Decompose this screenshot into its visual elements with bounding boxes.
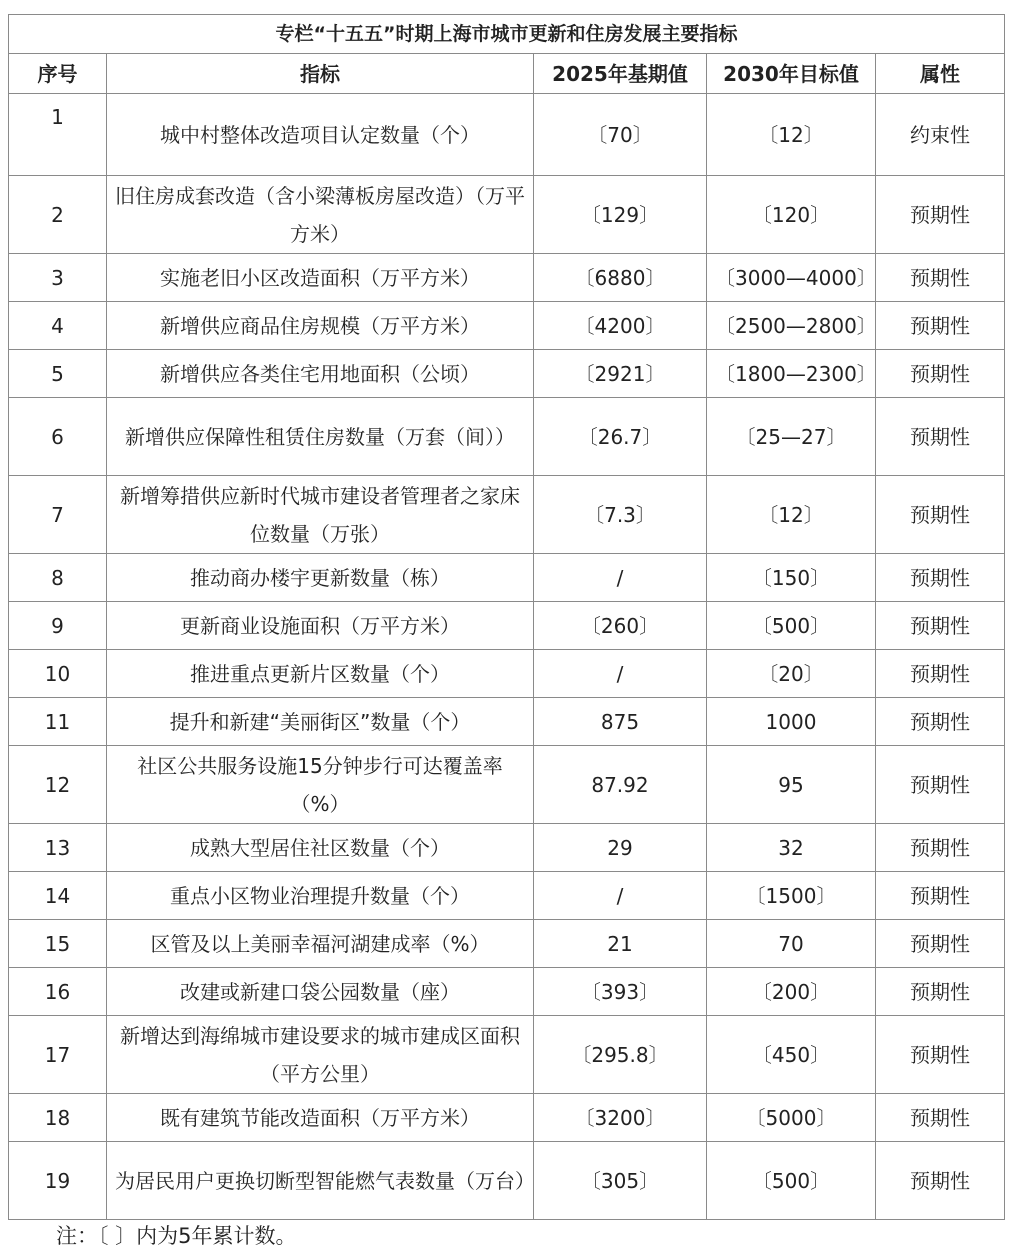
row-target-2030: 〔450〕 (707, 1016, 876, 1094)
row-indicator: 为居民用户更换切断型智能燃气表数量（万台） (107, 1142, 534, 1220)
table-row (9, 968, 1005, 1016)
row-seq: 8 (9, 554, 107, 602)
row-attribute: 预期性 (876, 650, 1005, 698)
row-target-2030: 1000 (707, 698, 876, 746)
row-seq: 2 (9, 176, 107, 254)
row-base-2025: 29 (534, 824, 707, 872)
row-target-2030: 〔200〕 (707, 968, 876, 1016)
row-attribute: 预期性 (876, 746, 1005, 824)
row-base-2025: 〔6880〕 (534, 254, 707, 302)
row-seq: 18 (9, 1094, 107, 1142)
row-attribute: 预期性 (876, 1016, 1005, 1094)
header-target-2030: 2030年目标值 (707, 54, 876, 94)
row-indicator: 新增筹措供应新时代城市建设者管理者之家床位数量（万张） (107, 476, 534, 554)
row-seq: 11 (9, 698, 107, 746)
row-attribute: 约束性 (876, 94, 1005, 176)
row-target-2030: 32 (707, 824, 876, 872)
table-row (9, 302, 1005, 350)
row-target-2030: 〔12〕 (707, 94, 876, 176)
table-row (9, 1016, 1005, 1094)
row-indicator: 推进重点更新片区数量（个） (107, 650, 534, 698)
row-seq: 1 (9, 94, 107, 176)
row-seq: 9 (9, 602, 107, 650)
indicator-table (8, 14, 1005, 1220)
table-row (9, 476, 1005, 554)
row-base-2025: 〔26.7〕 (534, 398, 707, 476)
table-row (9, 1142, 1005, 1220)
row-attribute: 预期性 (876, 824, 1005, 872)
table-title: 专栏“十五五”时期上海市城市更新和住房发展主要指标 (9, 15, 1005, 54)
row-attribute: 预期性 (876, 872, 1005, 920)
row-attribute: 预期性 (876, 1142, 1005, 1220)
row-target-2030: 〔150〕 (707, 554, 876, 602)
table-row (9, 602, 1005, 650)
table-row (9, 1094, 1005, 1142)
row-base-2025: 〔7.3〕 (534, 476, 707, 554)
row-indicator: 新增达到海绵城市建设要求的城市建成区面积（平方公里） (107, 1016, 534, 1094)
row-base-2025: 〔129〕 (534, 176, 707, 254)
row-attribute: 预期性 (876, 968, 1005, 1016)
row-attribute: 预期性 (876, 176, 1005, 254)
row-indicator: 改建或新建口袋公园数量（座） (107, 968, 534, 1016)
row-target-2030: 95 (707, 746, 876, 824)
row-indicator: 提升和新建“美丽街区”数量（个） (107, 698, 534, 746)
row-indicator: 城中村整体改造项目认定数量（个） (107, 94, 534, 176)
table-row (9, 920, 1005, 968)
row-target-2030: 〔12〕 (707, 476, 876, 554)
header-base-2025: 2025年基期值 (534, 54, 707, 94)
row-attribute: 预期性 (876, 398, 1005, 476)
table-footnote: 注：〔 〕内为5年累计数。 (56, 1224, 297, 1248)
row-seq: 15 (9, 920, 107, 968)
row-indicator: 更新商业设施面积（万平方米） (107, 602, 534, 650)
row-base-2025: 〔295.8〕 (534, 1016, 707, 1094)
row-base-2025: 〔3200〕 (534, 1094, 707, 1142)
row-base-2025: 21 (534, 920, 707, 968)
row-seq: 4 (9, 302, 107, 350)
row-target-2030: 〔1800—2300〕 (707, 350, 876, 398)
row-target-2030: 〔120〕 (707, 176, 876, 254)
row-base-2025: 〔305〕 (534, 1142, 707, 1220)
row-indicator: 旧住房成套改造（含小梁薄板房屋改造）（万平方米） (107, 176, 534, 254)
row-target-2030: 70 (707, 920, 876, 968)
row-seq: 17 (9, 1016, 107, 1094)
row-attribute: 预期性 (876, 350, 1005, 398)
row-seq: 7 (9, 476, 107, 554)
table-row (9, 746, 1005, 824)
row-indicator: 新增供应各类住宅用地面积（公顷） (107, 350, 534, 398)
row-seq: 16 (9, 968, 107, 1016)
table-row (9, 872, 1005, 920)
table-row (9, 650, 1005, 698)
row-attribute: 预期性 (876, 254, 1005, 302)
row-base-2025: 〔70〕 (534, 94, 707, 176)
row-base-2025: / (534, 554, 707, 602)
row-target-2030: 〔2500—2800〕 (707, 302, 876, 350)
row-seq: 10 (9, 650, 107, 698)
row-indicator: 实施老旧小区改造面积（万平方米） (107, 254, 534, 302)
table-row (9, 698, 1005, 746)
row-seq: 19 (9, 1142, 107, 1220)
row-base-2025: 〔393〕 (534, 968, 707, 1016)
row-attribute: 预期性 (876, 302, 1005, 350)
row-seq: 14 (9, 872, 107, 920)
row-seq: 6 (9, 398, 107, 476)
row-attribute: 预期性 (876, 476, 1005, 554)
row-indicator: 社区公共服务设施15分钟步行可达覆盖率（%） (107, 746, 534, 824)
table-row (9, 94, 1005, 176)
table-row (9, 176, 1005, 254)
row-target-2030: 〔5000〕 (707, 1094, 876, 1142)
row-seq: 13 (9, 824, 107, 872)
row-attribute: 预期性 (876, 698, 1005, 746)
table-row (9, 398, 1005, 476)
header-seq: 序号 (9, 54, 107, 94)
row-base-2025: 〔4200〕 (534, 302, 707, 350)
row-indicator: 重点小区物业治理提升数量（个） (107, 872, 534, 920)
row-base-2025: 〔260〕 (534, 602, 707, 650)
table-row (9, 824, 1005, 872)
row-base-2025: / (534, 872, 707, 920)
table-body (9, 94, 1005, 1220)
table-row (9, 554, 1005, 602)
table-row (9, 254, 1005, 302)
row-seq: 3 (9, 254, 107, 302)
row-indicator: 推动商办楼宇更新数量（栋） (107, 554, 534, 602)
row-attribute: 预期性 (876, 602, 1005, 650)
row-indicator: 新增供应商品住房规模（万平方米） (107, 302, 534, 350)
row-base-2025: / (534, 650, 707, 698)
row-base-2025: 〔2921〕 (534, 350, 707, 398)
table-row (9, 350, 1005, 398)
indicator-table-container (8, 14, 1004, 1220)
row-target-2030: 〔1500〕 (707, 872, 876, 920)
row-indicator: 区管及以上美丽幸福河湖建成率（%） (107, 920, 534, 968)
row-target-2030: 〔3000—4000〕 (707, 254, 876, 302)
row-target-2030: 〔500〕 (707, 1142, 876, 1220)
row-indicator: 既有建筑节能改造面积（万平方米） (107, 1094, 534, 1142)
header-indicator: 指标 (107, 54, 534, 94)
row-indicator: 新增供应保障性租赁住房数量（万套（间）） (107, 398, 534, 476)
row-seq: 12 (9, 746, 107, 824)
row-target-2030: 〔25—27〕 (707, 398, 876, 476)
row-base-2025: 875 (534, 698, 707, 746)
row-seq: 5 (9, 350, 107, 398)
row-attribute: 预期性 (876, 1094, 1005, 1142)
row-target-2030: 〔500〕 (707, 602, 876, 650)
row-indicator: 成熟大型居住社区数量（个） (107, 824, 534, 872)
row-base-2025: 87.92 (534, 746, 707, 824)
row-attribute: 预期性 (876, 920, 1005, 968)
row-attribute: 预期性 (876, 554, 1005, 602)
header-attribute: 属性 (876, 54, 1005, 94)
row-target-2030: 〔20〕 (707, 650, 876, 698)
